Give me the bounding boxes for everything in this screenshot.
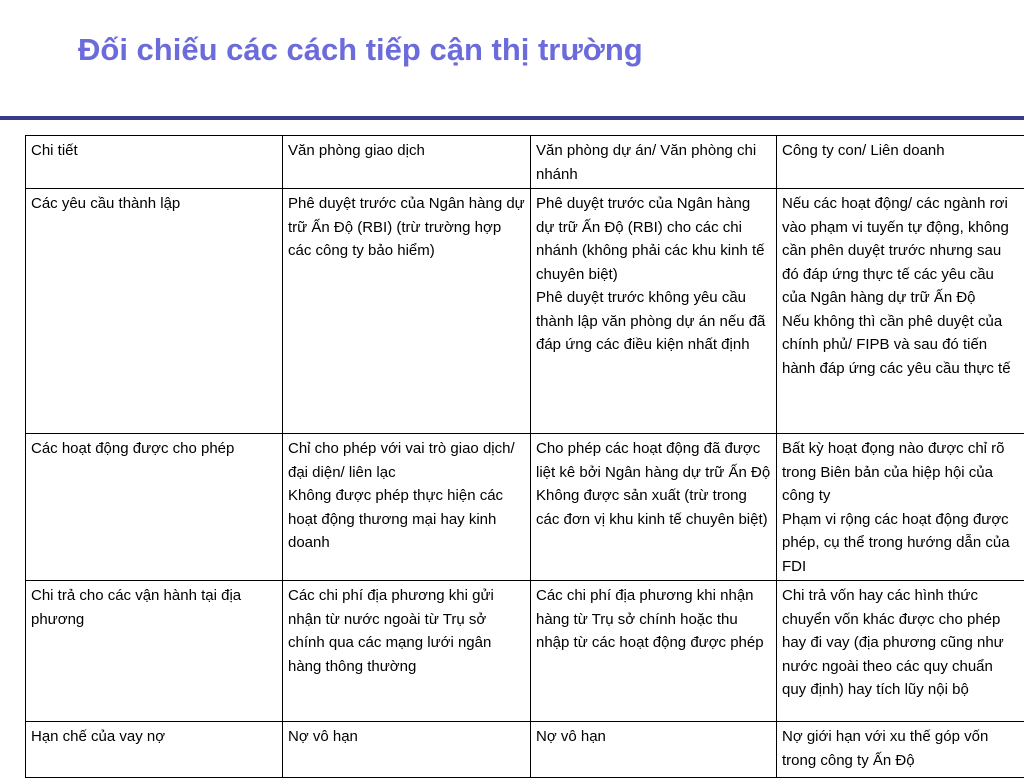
table-row <box>26 434 1024 581</box>
table-cell <box>531 189 777 434</box>
row-label-cell: Các yêu cầu thành lập <box>26 189 283 434</box>
table-cell: Các chi phí địa phương khi nhận hàng từ Trụ sở chính hoặc thu nhập từ các hoạt động được phép <box>531 581 777 722</box>
table-cell <box>777 189 1024 434</box>
table-cell: Chi trả vốn hay các hình thức chuyển vốn khác được cho phép hay đi vay (địa phương cũng như nước ngoài theo các quy chuẩn quy định) hay tích lũy nội bộ <box>777 581 1024 722</box>
cell-paragraph: Nếu không thì cần phê duyệt của chính phủ/ FIPB và sau đó tiến hành đáp ứng các yêu cầu thực tế <box>782 310 1019 381</box>
table-row <box>26 189 1024 434</box>
row-label-cell: Các hoạt động được cho phép <box>26 434 283 581</box>
cell-paragraph: Cho phép các hoạt động đã được liệt kê bởi Ngân hàng dự trữ Ấn Độ <box>536 437 771 484</box>
cell-paragraph: Phạm vi rộng các hoạt động được phép, cụ thể trong hướng dẫn của FDI <box>782 508 1019 579</box>
table-cell: Phê duyệt trước của Ngân hàng dự trữ Ấn Độ (RBI) (trừ trường hợp các công ty bảo hiểm) <box>283 189 531 434</box>
table-row <box>26 722 1024 778</box>
cell-paragraph: Nếu các hoạt động/ các ngành rơi vào phạm vi tuyến tự động, không cần phên duyệt trước nhưng sau đó đáp ứng thực tế các yêu cầu của Ngân hàng dự trữ Ấn Độ <box>782 192 1019 310</box>
table-header-row <box>26 136 1024 189</box>
table-cell: Các chi phí địa phương khi gửi nhận từ nước ngoài từ Trụ sở chính qua các mạng lưới ngân hàng thông thường <box>283 581 531 722</box>
table-cell <box>283 434 531 581</box>
header-cell-liaison-office: Văn phòng giao dịch <box>283 136 531 189</box>
table-cell <box>777 434 1024 581</box>
table-cell: Nợ giới hạn với xu thế góp vốn trong công ty Ấn Độ <box>777 722 1024 778</box>
cell-paragraph: Phê duyệt trước của Ngân hàng dự trữ Ấn Độ (RBI) cho các chi nhánh (không phải các khu kinh tế chuyên biệt) <box>536 192 771 286</box>
cell-paragraph: Bất kỳ hoạt đọng nào được chỉ rõ trong Biên bản của hiệp hội của công ty <box>782 437 1019 508</box>
cell-paragraph: Không được sản xuất (trừ trong các đơn vị khu kinh tế chuyên biệt) <box>536 484 771 531</box>
cell-paragraph: Không được phép thực hiện các hoạt động thương mại hay kinh doanh <box>288 484 525 555</box>
header-cell-detail: Chi tiết <box>26 136 283 189</box>
table-cell: Nợ vô hạn <box>283 722 531 778</box>
header-cell-project-branch-office: Văn phòng dự án/ Văn phòng chi nhánh <box>531 136 777 189</box>
slide-title: Đối chiếu các cách tiếp cận thị trường <box>78 32 643 68</box>
comparison-table <box>25 135 1024 778</box>
cell-paragraph: Phê duyệt trước không yêu cầu thành lập văn phòng dự án nếu đã đáp ứng các điều kiện nhất định <box>536 286 771 357</box>
cell-paragraph: Chỉ cho phép với vai trò giao dịch/ đại diện/ liên lạc <box>288 437 525 484</box>
table-cell: Nợ vô hạn <box>531 722 777 778</box>
table-cell <box>531 434 777 581</box>
row-label-cell: Hạn chế của vay nợ <box>26 722 283 778</box>
title-divider <box>0 116 1024 120</box>
row-label-cell: Chi trả cho các vận hành tại địa phương <box>26 581 283 722</box>
table-row <box>26 581 1024 722</box>
header-cell-subsidiary-jv: Công ty con/ Liên doanh <box>777 136 1024 189</box>
